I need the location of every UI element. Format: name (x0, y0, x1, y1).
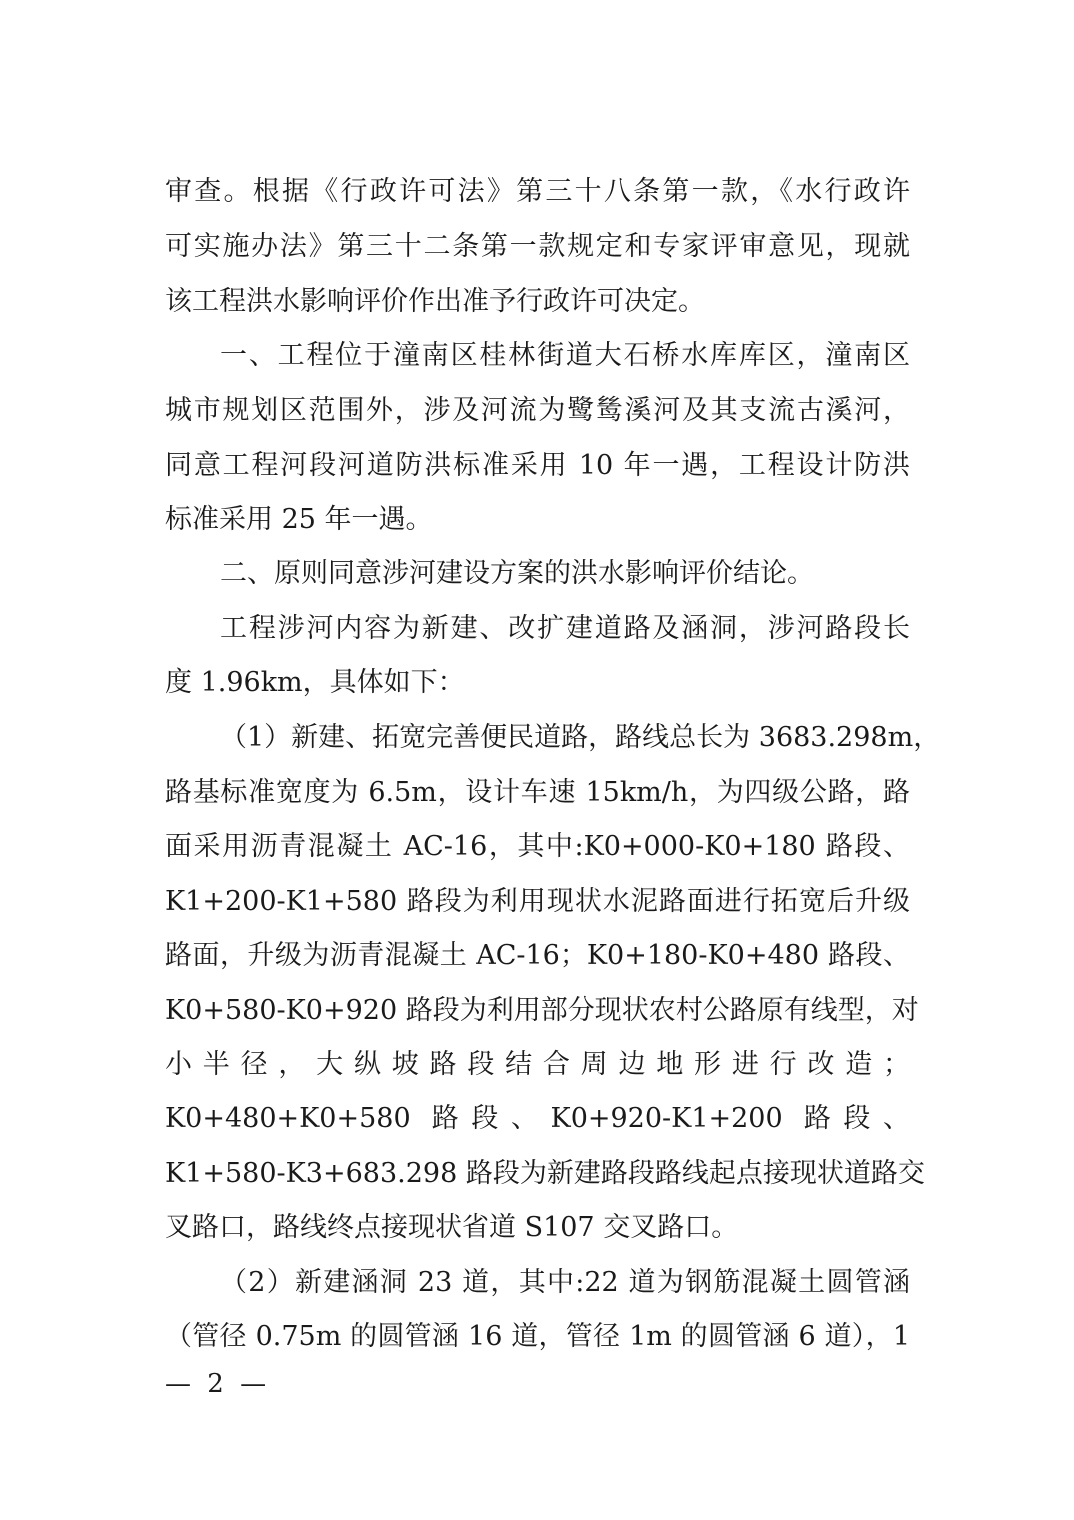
paragraph-line: 度 1.96km，具体如下： (165, 667, 465, 698)
paragraph-line: 二、原则同意涉河建设方案的洪水影响评价结论。 (220, 558, 814, 589)
paragraph-line: 路基标准宽度为 6.5m，设计车速 15km/h，为四级公路，路 (165, 777, 910, 808)
paragraph-line: 路面，升级为沥青混凝土 AC-16；K0+180-K0+480 路段、 (165, 940, 910, 971)
page-number: — 2 — (165, 1369, 271, 1399)
paragraph-line: K1+200-K1+580 路段为利用现状水泥路面进行拓宽后升级 (165, 886, 910, 917)
paragraph-line: 该工程洪水影响评价作出准予行政许可决定。 (165, 286, 705, 317)
paragraph-line: 工程涉河内容为新建、改扩建道路及涵洞，涉河路段长 (220, 613, 910, 644)
paragraph-line: 面采用沥青混凝土 AC-16，其中:K0+000-K0+180 路段、 (165, 831, 910, 862)
paragraph-line: 审查。根据《行政许可法》第三十八条第一款，《水行政许 (165, 176, 910, 207)
paragraph-line: K1+580-K3+683.298 路段为新建路段路线起点接现状道路交 (165, 1158, 925, 1189)
paragraph-line: 叉路口，路线终点接现状省道 S107 交叉路口。 (165, 1212, 739, 1243)
paragraph-line: 标准采用 25 年一遇。 (165, 504, 433, 535)
paragraph-line: （1）新建、拓宽完善便民道路，路线总长为 3683.298m， (220, 722, 941, 753)
paragraph-line: （2）新建涵洞 23 道，其中:22 道为钢筋混凝土圆管涵 (220, 1267, 910, 1298)
paragraph-line: K0+580-K0+920 路段为利用部分现状农村公路原有线型，对 (165, 995, 919, 1026)
paragraph-line: 一、工程位于潼南区桂林街道大石桥水库库区，潼南区 (220, 340, 910, 371)
paragraph-line: K0+480+K0+580 路段、K0+920-K1+200 路段、 (165, 1103, 910, 1134)
paragraph-line: 同意工程河段河道防洪标准采用 10 年一遇，工程设计防洪 (165, 450, 910, 481)
paragraph-line: 可实施办法》第三十二条第一款规定和专家评审意见，现就 (165, 231, 910, 262)
paragraph-line: 小半径，大纵坡路段结合周边地形进行改造； (165, 1049, 910, 1080)
paragraph-line: 城市规划区范围外，涉及河流为鹭鸶溪河及其支流古溪河， (165, 395, 910, 426)
paragraph-line: （管径 0.75m 的圆管涵 16 道，管径 1m 的圆管涵 6 道），1 (165, 1321, 910, 1352)
